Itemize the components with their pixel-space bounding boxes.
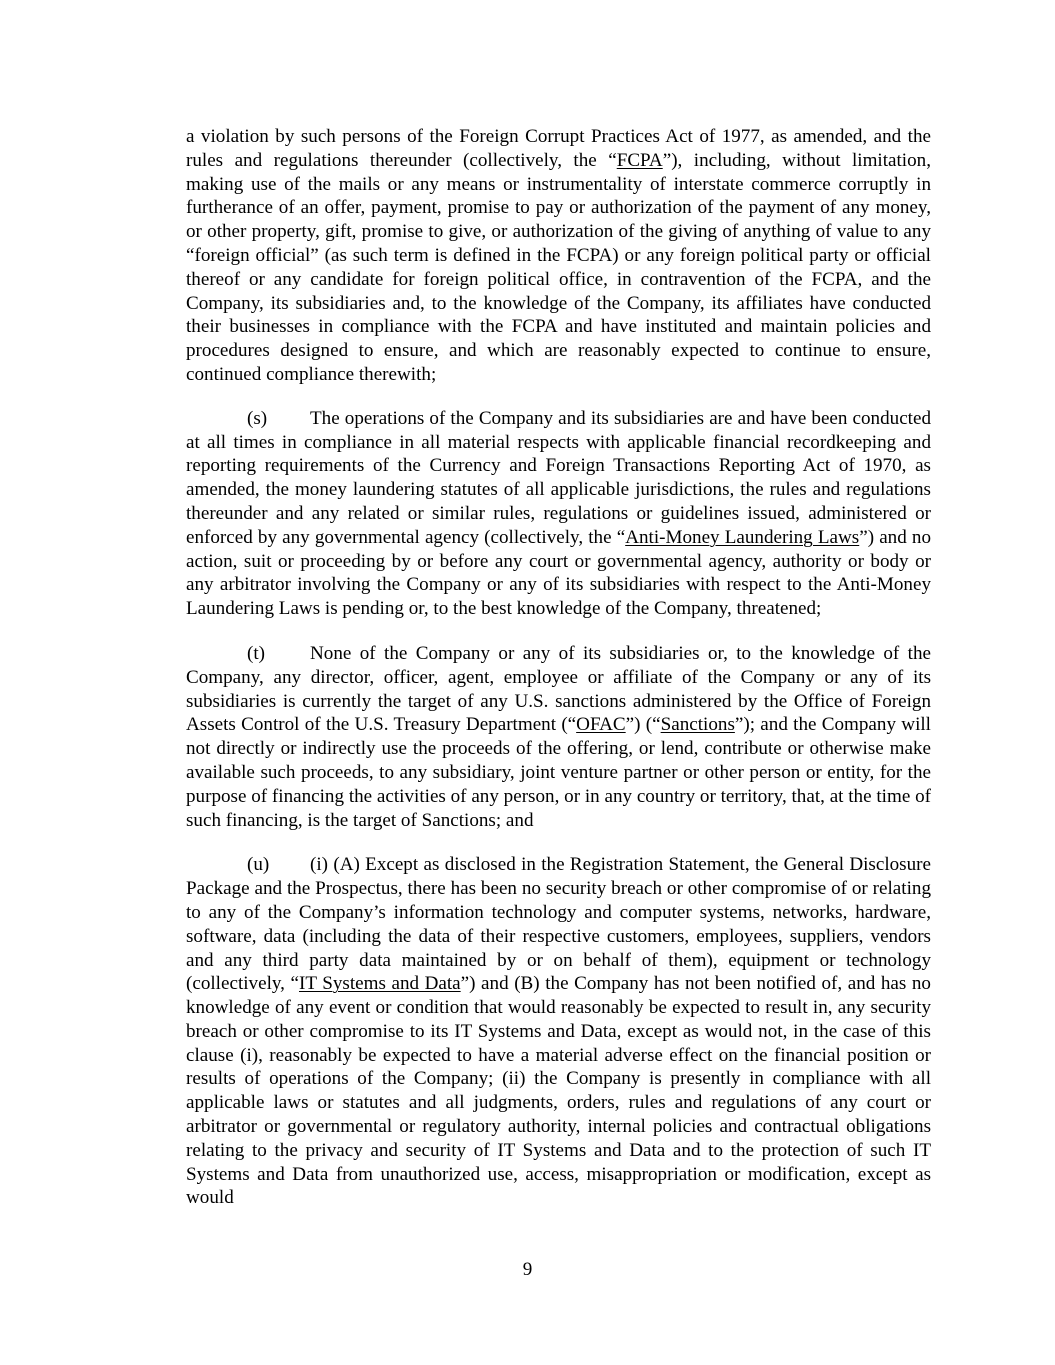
paragraph-t — [186, 642, 931, 832]
paragraph-text: ”) and (B) the Company has not been notified of, and has no knowledge of any event or condition that would reasonably be expected to result in, any security breach or other compromise to its IT Systems and Data, except as would not, in the case of this clause (i), reasonably be expected to have a material adverse effect on the financial position or results of operations of the Company; (ii) the Company is presently in compliance with all applicable laws or statutes and all judgments, orders, rules and regulations of any court or arbitrator or governmental or regulatory authority, internal policies and contractual obligations relating to the privacy and security of IT Systems and Data and to the protection of such IT Systems and Data from unauthorized use, access, misappropriation or modification, except as would — [186, 973, 931, 1209]
paragraph-label: (u) — [247, 854, 270, 876]
defined-term-it-systems-and-data: IT Systems and Data — [299, 973, 461, 995]
paragraph-text: ”); and the Company will not directly or indirectly use the proceeds of the offering, or lend, contribute or otherwise make available such proceeds, to any subsidiary, joint venture partner or other person or entity, for the purpose of financing the activities of any person, or in any country or territory, that, at the time of such financing, is the target of Sanctions; and — [186, 714, 931, 831]
paragraph-text: ”), including, without limitation, making use of the mails or any means or instrumentality of interstate commerce corruptly in furtherance of an offer, payment, promise to pay or authorization of the payment of any money, or other property, gift, promise to give, or authorization of the giving of anything of value to any “foreign official” (as such term is defined in the FCPA) or any foreign political party or official thereof or any candidate for foreign political office, in contravention of the FCPA, and the Company, its subsidiaries and, to the knowledge of the Company, its affiliates have conducted their businesses in compliance with the FCPA and have instituted and maintain policies and procedures designed to ensure, and which are reasonably expected to continue to ensure, continued compliance therewith; — [186, 149, 931, 385]
paragraph-text: ”) and no action, suit or proceeding by or before any court or governmental agency, authority or body or any arbitrator involving the Company or any of its subsidiaries with respect to the Anti-Money Laundering Laws is pending or, to the best knowledge of the Company, threatened; — [186, 526, 931, 620]
paragraph-u — [186, 853, 931, 1210]
paragraph-label: (t) — [247, 642, 266, 664]
paragraph-text: The operations of the Company and its subsidiaries are and have been conducted at all times in compliance in all material respects with applicable financial recordkeeping and reporting requirements of the Currency and Foreign Transactions Reporting Act of 1970, as amended, the money laundering statutes of all applicable jurisdictions, the rules and regulations thereunder and any related or similar rules, regulations or guidelines issued, administered or enforced by any governmental agency (collectively, the “ — [186, 407, 931, 548]
paragraph-label: (s) — [247, 407, 268, 429]
defined-term-fcpa: FCPA — [616, 149, 663, 171]
paragraph-s — [186, 407, 931, 621]
paragraph-text: ”) (“ — [625, 714, 661, 736]
paragraph-r-continuation — [186, 125, 931, 387]
document-page — [186, 125, 931, 1210]
paragraph-text: (i) (A) Except as disclosed in the Registration Statement, the General Disclosure Package and the Prospectus, there has been no security breach or other compromise of or relating to any of the Company’s information technology and computer systems, networks, hardware, software, data (including the data of their respective customers, employees, suppliers, vendors and any third party data maintained by or on behalf of them), equipment or technology (collectively, “ — [186, 854, 931, 995]
paragraph-text: None of the Company or any of its subsidiaries or, to the knowledge of the Company, any director, officer, agent, employee or affiliate of the Company or any of its subsidiaries is currently the target of any U.S. sanctions administered by the Office of Foreign Assets Control of the U.S. Treasury Department (“ — [186, 642, 931, 736]
defined-term-ofac: OFAC — [576, 714, 626, 736]
page-number: 9 — [522, 1259, 533, 1280]
defined-term-anti-money-laundering-laws: Anti-Money Laundering Laws — [625, 526, 860, 548]
defined-term-sanctions: Sanctions — [660, 714, 735, 736]
paragraph-text: a violation by such persons of the Foreign Corrupt Practices Act of 1977, as amended, and the rules and regulations thereunder (collectively, the “ — [186, 126, 931, 171]
